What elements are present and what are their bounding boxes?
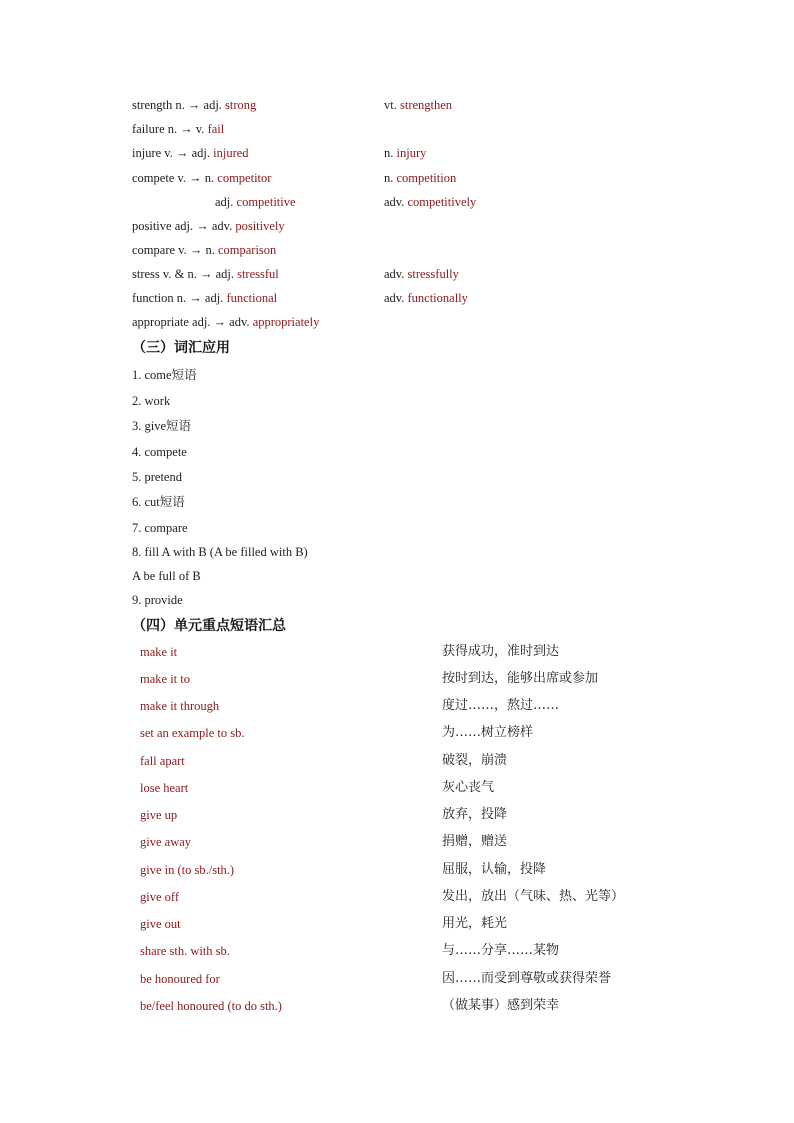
phrase-en: give away — [140, 835, 192, 849]
section-title: （四）单元重点短语汇总 — [132, 618, 286, 634]
usage-item: A be full of B — [132, 569, 201, 583]
usage-item: 3. give短语 — [132, 419, 192, 433]
phrase-zh: 放弃，投降 — [442, 807, 508, 822]
word-form-right: adv. stressfully — [384, 267, 459, 281]
phrase-en: make it through — [140, 699, 220, 713]
word-form-row — [132, 95, 256, 115]
phrase-en: give out — [140, 917, 181, 931]
phrase-en: be/feel honoured (to do sth.) — [140, 999, 282, 1013]
phrase-en: fall apart — [140, 754, 185, 768]
phrase-en: make it to — [140, 672, 190, 686]
phrase-en: be honoured for — [140, 972, 220, 986]
phrase-en: lose heart — [140, 781, 189, 795]
word-form-right: adv. competitively — [384, 195, 477, 209]
phrase-zh: 因……而受到尊敬或获得荣誉 — [442, 971, 612, 986]
phrase-zh: 与……分享……某物 — [442, 943, 560, 958]
word-form-base: strength n. → adj. — [132, 98, 222, 112]
phrase-en: give off — [140, 890, 179, 904]
word-form-base: function n. → adj. — [132, 291, 224, 305]
phrase-en: make it — [140, 645, 178, 659]
usage-item: 8. fill A with B (A be filled with B) — [132, 545, 308, 559]
word-form-row — [132, 168, 271, 188]
usage-item: 5. pretend — [132, 470, 182, 484]
word-form-answer: strong — [225, 98, 257, 112]
word-form-answer: appropriately — [252, 315, 320, 329]
phrase-zh: 获得成功，准时到达 — [442, 644, 560, 659]
word-form-answer: comparison — [217, 243, 277, 257]
phrase-zh: 捐赠，赠送 — [442, 834, 508, 849]
word-form-answer: functional — [226, 291, 278, 305]
phrase-zh: 为……树立榜样 — [442, 725, 534, 740]
usage-item: 9. provide — [132, 593, 183, 607]
section-title: （三）词汇应用 — [132, 340, 230, 356]
phrase-zh: 用光，耗光 — [442, 916, 508, 931]
word-form-row — [215, 192, 296, 212]
word-form-answer: competitive — [236, 195, 296, 209]
phrase-en: share sth. with sb. — [140, 944, 230, 958]
word-form-base: stress v. & n. → adj. — [132, 267, 234, 281]
usage-item: 6. cut短语 — [132, 495, 185, 509]
phrase-zh: 灰心丧气 — [442, 780, 495, 795]
word-form-answer: positively — [235, 219, 285, 233]
phrase-zh: （做某事）感到荣幸 — [442, 998, 560, 1013]
word-form-row — [132, 143, 249, 163]
word-form-row — [132, 216, 285, 236]
word-form-base: compare v. → n. — [132, 243, 215, 257]
word-form-answer: injured — [213, 146, 249, 160]
phrase-zh: 破裂，崩溃 — [442, 753, 508, 768]
word-form-right: vt. strengthen — [384, 98, 453, 112]
word-form-base: failure n. → v. — [132, 122, 205, 136]
phrase-zh: 发出，放出（气味、热、光等） — [442, 889, 625, 904]
word-form-row — [132, 119, 224, 139]
word-form-row — [132, 264, 279, 284]
word-form-row — [132, 240, 276, 260]
word-form-base: positive adj. → adv. — [132, 219, 233, 233]
word-form-answer: stressful — [237, 267, 279, 281]
phrase-en: set an example to sb. — [140, 726, 245, 740]
phrase-zh: 按时到达，能够出席或参加 — [442, 671, 599, 686]
word-form-base: appropriate adj. → adv. — [132, 315, 250, 329]
word-form-right: n. injury — [384, 146, 427, 160]
phrase-zh: 屈服，认输，投降 — [442, 862, 547, 877]
phrase-en: give in (to sb./sth.) — [140, 863, 235, 877]
word-form-answer: fail — [207, 122, 225, 136]
usage-item: 4. compete — [132, 445, 187, 459]
phrase-zh: 度过……，熬过…… — [442, 698, 560, 713]
word-form-base: compete v. → n. — [132, 171, 215, 185]
word-form-base: adj. — [215, 195, 234, 209]
word-form-base: injure v. → adj. — [132, 146, 210, 160]
word-form-row — [132, 288, 277, 308]
word-form-answer: competitor — [217, 171, 272, 185]
usage-item: 2. work — [132, 394, 171, 408]
word-form-right: n. competition — [384, 171, 457, 185]
word-form-row — [132, 312, 319, 332]
word-form-right: adv. functionally — [384, 291, 468, 305]
usage-item: 7. compare — [132, 521, 188, 535]
usage-item: 1. come短语 — [132, 368, 197, 382]
phrase-en: give up — [140, 808, 178, 822]
